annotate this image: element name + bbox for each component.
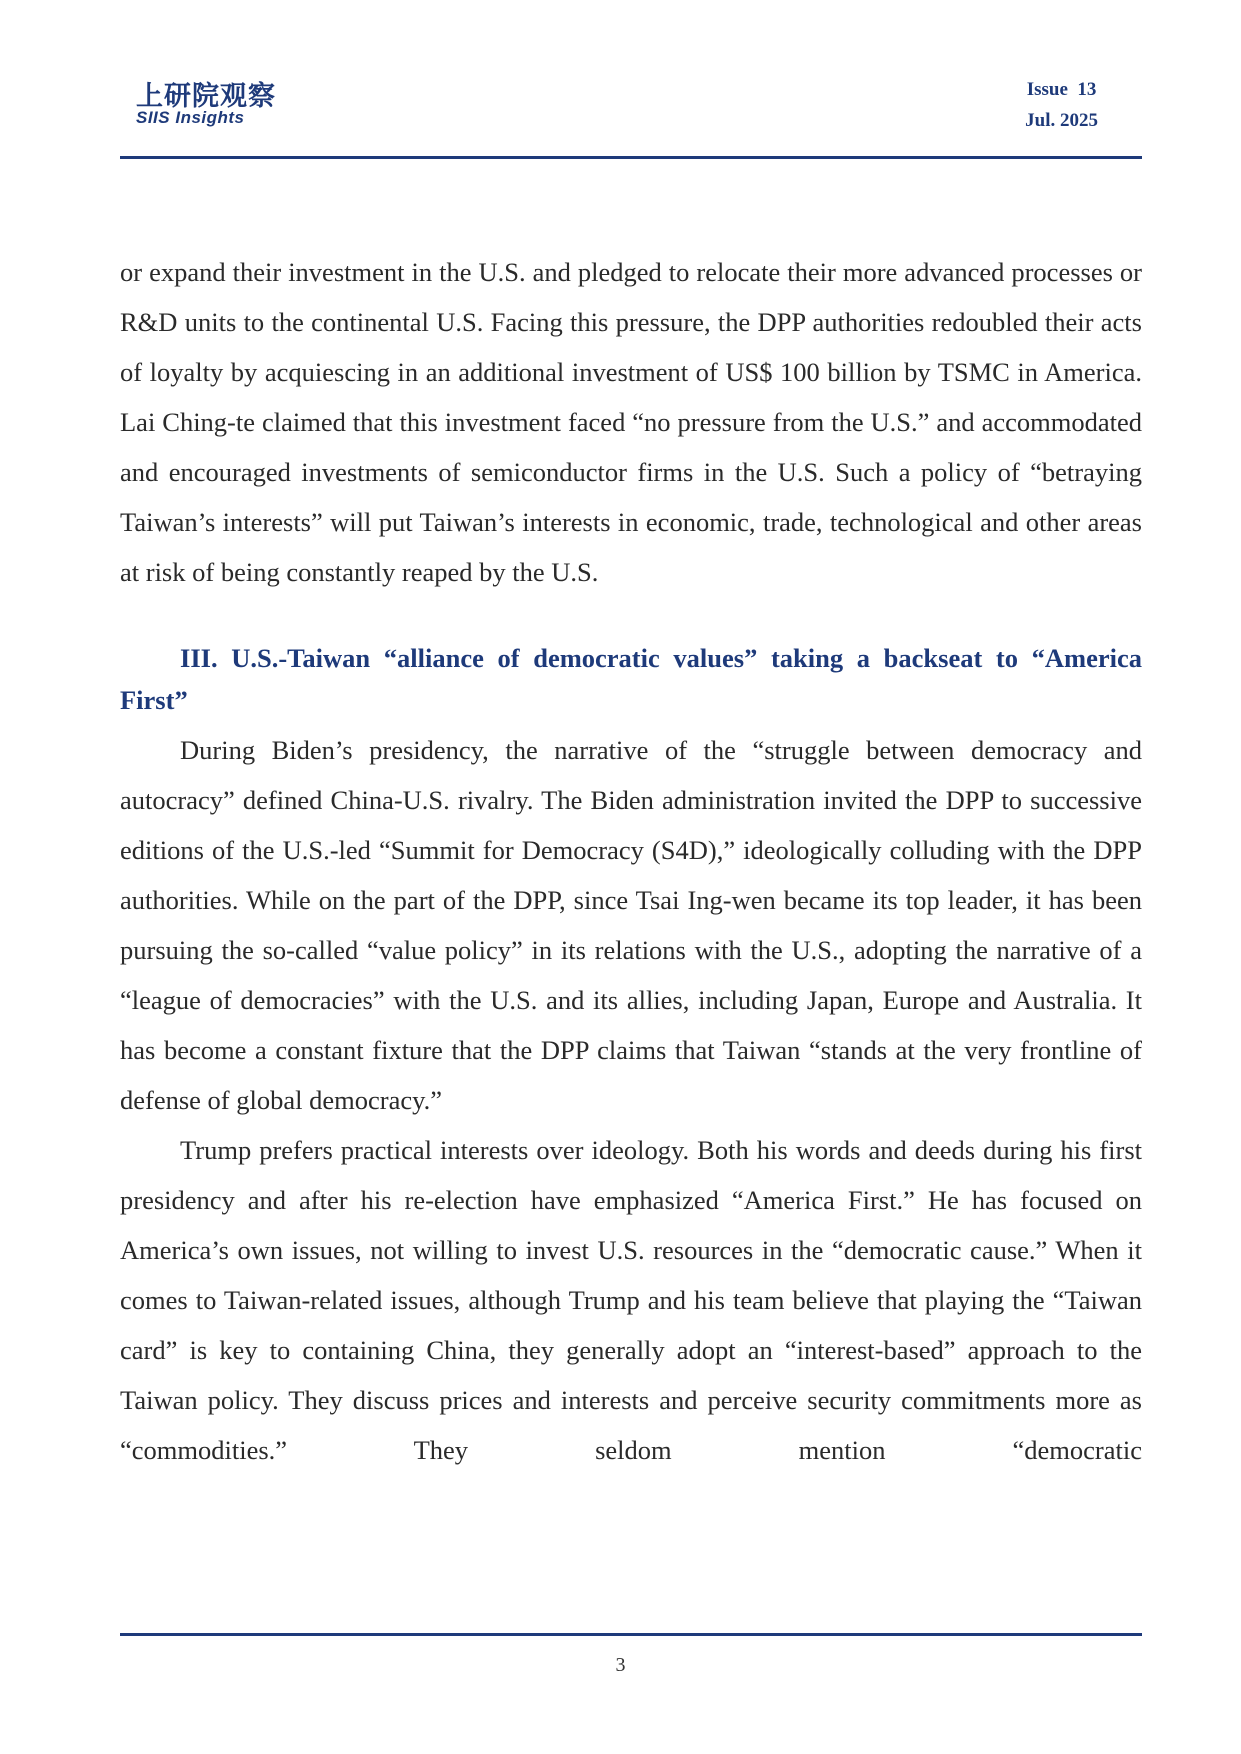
footer-divider [120,1633,1142,1636]
article-body [120,247,1142,1475]
page-header [120,68,1142,158]
section-spacer [120,597,1142,637]
siis-logo-english: SIIS Insights [136,108,245,127]
section-heading: III. U.S.-Taiwan “alliance of democratic values” taking a backseat to “America First” [120,643,1142,715]
issue-number: Issue 13 [1026,79,1097,100]
body-paragraph-1: or expand their investment in the U.S. and pledged to relocate their more advanced processes or R&D units to the continental U.S. Facing this pressure, the DPP authorities redoubled their acts of loyalty by acquiescing in an additional investment of US$ 100 billion by TSMC in America. Lai Ching-te claimed that this investment faced “no pressure from the U.S.” and accommodated and encouraged investments of semiconductor firms in the U.S. Such a policy of “betraying Taiwan’s interests” will put Taiwan’s interests in economic, trade, technological and other areas at risk of being constantly reaped by the U.S. [120,257,1142,587]
body-paragraph-2: During Biden’s presidency, the narrative of the “struggle between democracy and autocracy” defined China-U.S. rivalry. The Biden administration invited the DPP to successive editions of the U.S.-led “Summit for Democracy (S4D),” ideologically colluding with the DPP authorities. While on the part of the DPP, since Tsai Ing-wen became its top leader, it has been pursuing the so-called “value policy” in its relations with the U.S., adopting the narrative of a “league of democracies” with the U.S. and its allies, including Japan, Europe and Australia. It has become a constant fixture that the DPP claims that Taiwan “stands at the very frontline of defense of global democracy.” [120,735,1142,1115]
siis-logo-chinese: 上研院观察 [136,81,276,112]
issue-info [1025,74,1098,136]
page-number: 3 [615,1654,626,1676]
body-paragraph-3: Trump prefers practical interests over ideology. Both his words and deeds during his first presidency and after his re-election have emphasized “America First.” He has focused on America’s own issues, not willing to invest U.S. resources in the “democratic cause.” When it comes to Taiwan-related issues, although Trump and his team believe that playing the “Taiwan card” is key to containing China, they generally adopt an “interest-based” approach to the Taiwan policy. They discuss prices and interests and perceive security commitments more as “commodities.” They seldom mention “democratic [120,1135,1142,1465]
issue-date: Jul. 2025 [1025,110,1098,131]
header-divider [120,156,1142,159]
